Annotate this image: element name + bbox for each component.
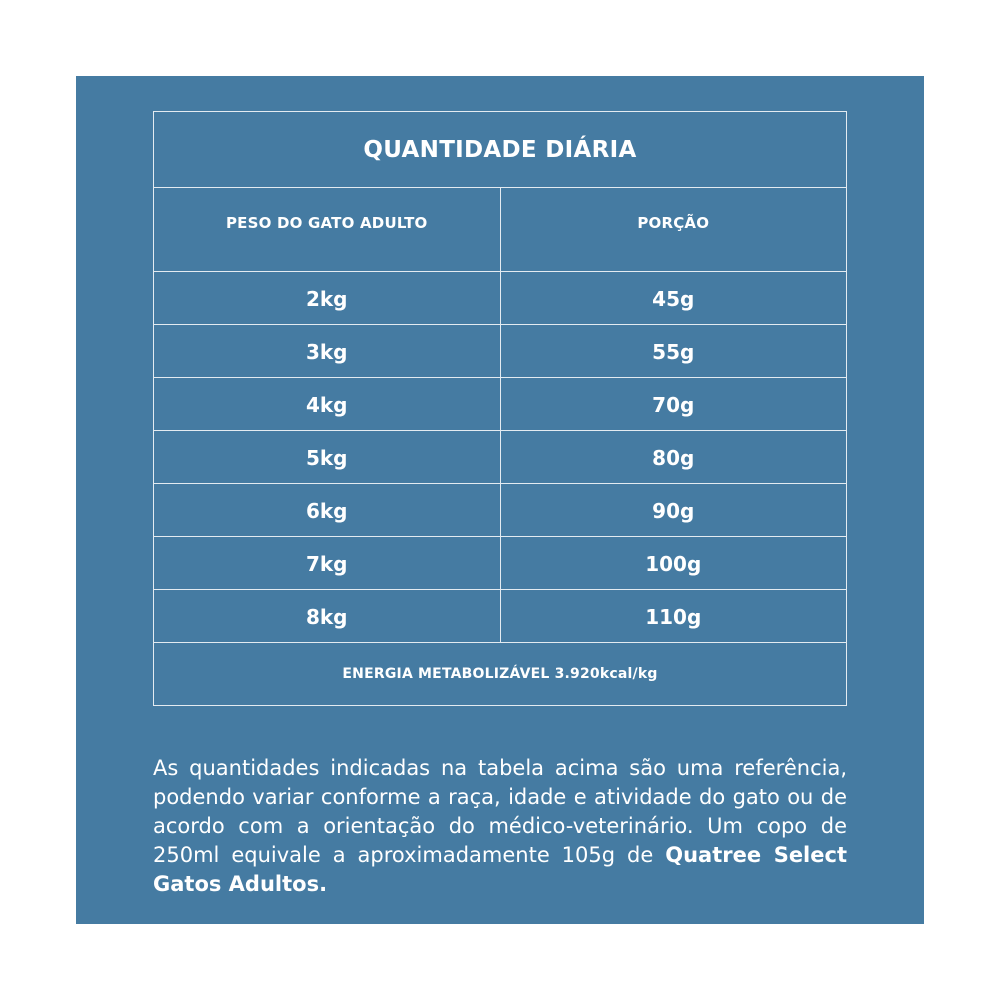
- portion-cell: 110g: [645, 605, 702, 629]
- portion-cell: 70g: [652, 393, 695, 417]
- product-name: Quatree Select Gatos Adultos.: [153, 843, 847, 896]
- table-row: [154, 537, 846, 590]
- daily-quantity-table: [153, 111, 847, 706]
- portion-cell: 55g: [652, 340, 695, 364]
- table-header-row: [154, 188, 846, 272]
- header-weight: PESO DO GATO ADULTO: [154, 188, 501, 271]
- weight-cell: 3kg: [154, 325, 501, 377]
- weight-cell: 5kg: [154, 431, 501, 483]
- weight-cell: 2kg: [154, 272, 501, 324]
- portion-cell: 45g: [652, 287, 695, 311]
- table-row: [154, 431, 846, 484]
- table-row: [154, 378, 846, 431]
- weight-cell: 6kg: [154, 484, 501, 536]
- feeding-note: [153, 754, 847, 899]
- table-row: [154, 590, 846, 643]
- table-title: QUANTIDADE DIÁRIA: [154, 112, 846, 188]
- table-row: [154, 325, 846, 378]
- weight-cell: 4kg: [154, 378, 501, 430]
- energy-footer: ENERGIA METABOLIZÁVEL 3.920kcal/kg: [342, 666, 658, 682]
- table-row: [154, 272, 846, 325]
- portion-cell: 100g: [645, 552, 702, 576]
- weight-cell: 7kg: [154, 537, 501, 589]
- weight-cell: 8kg: [154, 590, 501, 642]
- portion-cell: 90g: [652, 499, 695, 523]
- header-portion: PORÇÃO: [637, 214, 710, 232]
- feeding-guide-panel: [76, 76, 924, 924]
- note-text: As quantidades indicadas na tabela acima são uma referência, podendo variar conforme a raça, idade e atividade do gato ou de acordo com a orientação do médico-veterinário. Um copo de 250ml equivale a aproximadamente 105g de: [153, 756, 847, 867]
- portion-cell: 80g: [652, 446, 695, 470]
- table-row: [154, 484, 846, 537]
